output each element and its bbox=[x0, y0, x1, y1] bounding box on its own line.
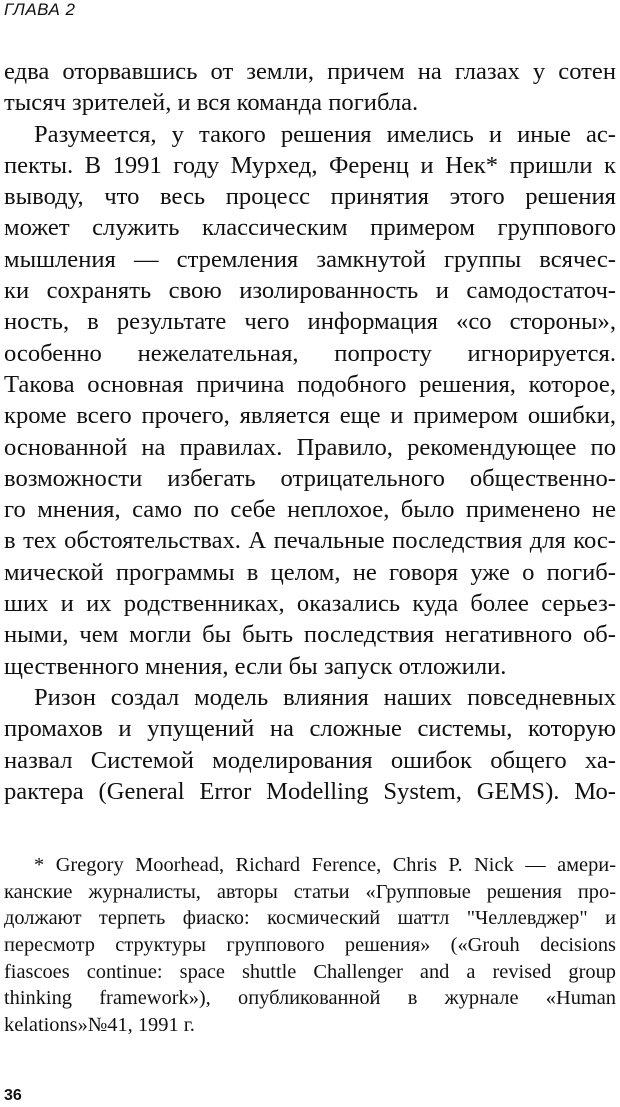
text-line: в тех обстоятельствах. А печальные последствия для кос- bbox=[4, 527, 616, 555]
text-line: едва оторвавшись от земли, причем на глазах у сотен bbox=[4, 58, 616, 85]
body-text bbox=[4, 56, 616, 807]
footnote-line: пересмотр структуры группового решения» («Grouh decisions bbox=[4, 934, 616, 957]
footnote-line: kelations»№41, 1991 г. bbox=[4, 1014, 195, 1037]
text-line: выводу, что весь процесс принятия этого решения bbox=[4, 183, 616, 211]
footnote-line: * Gregory Moorhead, Richard Ference, Chris P. Nick — амери- bbox=[34, 854, 616, 876]
text-line: ших и их родственниках, оказались куда более серьез- bbox=[4, 590, 616, 618]
text-line: возможности избегать отрицательного общественно- bbox=[4, 464, 616, 492]
text-line: может служить классическим примером группового bbox=[4, 214, 616, 242]
text-line: тысяч зрителей, и вся команда погибла. bbox=[4, 89, 419, 117]
chapter-header: ГЛАВА 2 bbox=[4, 0, 76, 19]
footnote-line: должают терпеть фиаско: космический шаттл "Челлевджер" и bbox=[4, 907, 616, 930]
text-line: особенно нежелательная, попросту игнорируется. bbox=[4, 339, 616, 367]
text-line: рактера (General Error Modelling System, GEMS). Мо- bbox=[4, 777, 616, 805]
text-line: мышления — стремления замкнутой группы всячес- bbox=[4, 245, 616, 273]
text-line: назвал Системой моделирования ошибок общего ха- bbox=[4, 746, 616, 774]
text-line: Разумеется, у такого решения имелись и иные ас- bbox=[34, 120, 616, 148]
footnote-line: канские журналисты, авторы статьи «Групповые решения про- bbox=[4, 880, 616, 903]
page-number: 36 bbox=[4, 1087, 22, 1104]
text-line: Такова основная причина подобного решения, которое, bbox=[4, 370, 616, 398]
text-line: го мнения, само по себе неплохое, было применено не bbox=[4, 496, 616, 524]
text-line: мической программы в целом, не говоря уже о погиб- bbox=[4, 558, 616, 586]
text-line: промахов и упущений на сложные системы, которую bbox=[4, 715, 616, 743]
text-line: Ризон создал модель влияния наших повседневных bbox=[34, 683, 616, 711]
footnote-line: thinking framework»), опубликованной в журнале «Human bbox=[4, 987, 616, 1010]
text-line: пекты. В 1991 году Мурхед, Ференц и Нек* пришли к bbox=[4, 151, 616, 179]
text-line: основанной на правилах. Правило, рекомендующее по bbox=[4, 433, 616, 461]
text-line: щественного мнения, если бы запуск отложили. bbox=[4, 652, 507, 680]
text-line: ность, в результате чего информация «со стороны», bbox=[4, 308, 616, 336]
text-line: ки сохранять свою изолированность и самодостаточ- bbox=[4, 277, 616, 305]
text-line: кроме всего прочего, является еще и примером ошибки, bbox=[4, 402, 616, 430]
footnote-line: fiascoes continue: space shuttle Challenger and a revised group bbox=[4, 960, 616, 983]
footnote bbox=[4, 852, 616, 1039]
text-line: ными, чем могли бы быть последствия негативного об- bbox=[4, 621, 616, 649]
